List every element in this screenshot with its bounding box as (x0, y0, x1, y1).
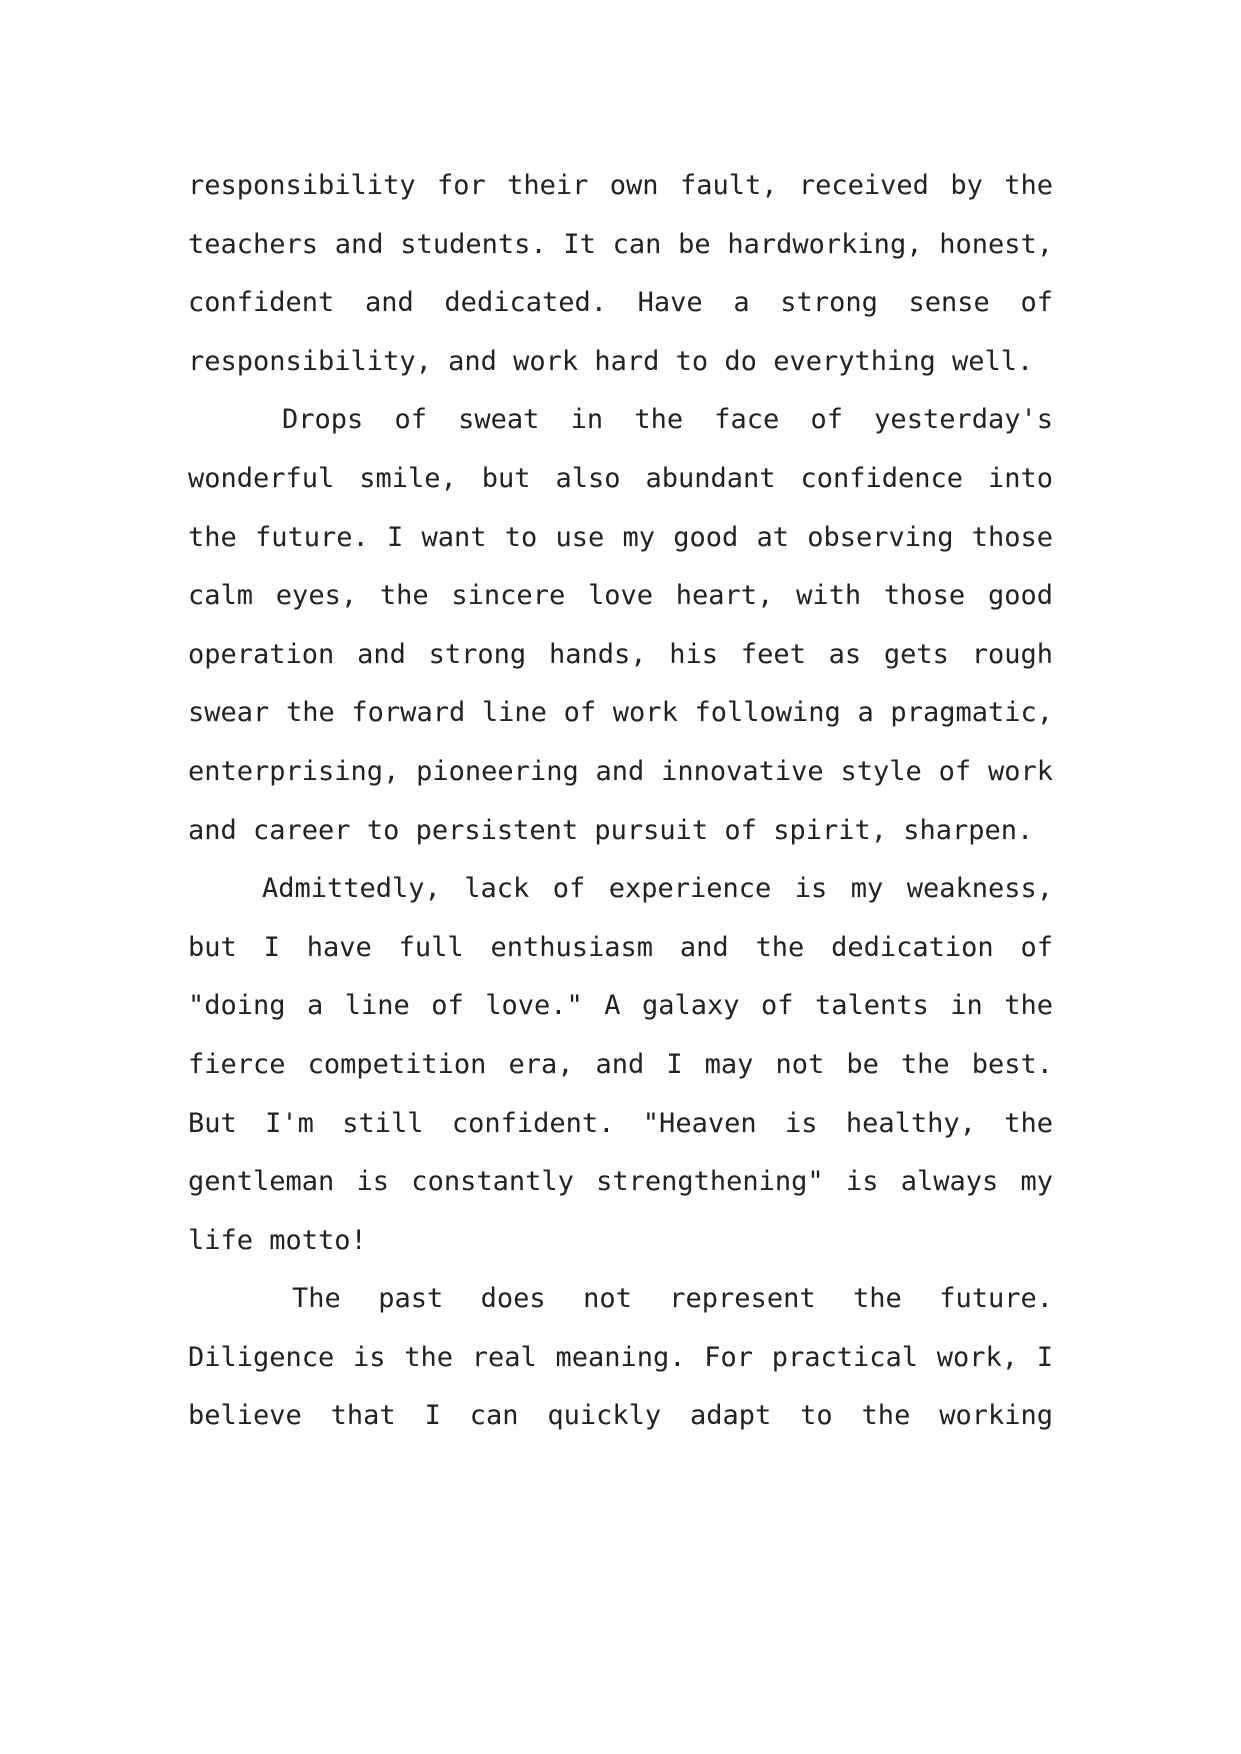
paragraph-3: Admittedly, lack of experience is my weakness, but I have full enthusiasm and the dedication of "doing a line of love." A galaxy of talents in the fierce competition era, and I may not be the best. But I'm still confident. "Heaven is healthy, the gentleman is constantly strengthening" is always my life motto! (188, 873, 1053, 1256)
paragraph-2: Drops of sweat in the face of yesterday's wonderful smile, but also abundant confidence into the future. I want to use my good at observing those calm eyes, the sincere love heart, with those good operation and strong hands, his feet as gets rough swear the forward line of work following a pragmatic, enterprising, pioneering and innovative style of work and career to persistent pursuit of spirit, sharpen. (188, 404, 1053, 846)
paragraph-4: The past does not represent the future. Diligence is the real meaning. For practical work, I believe that I can quickly adapt to the working (188, 1283, 1053, 1432)
body-text (188, 157, 1053, 1446)
paragraph-1: responsibility for their own fault, received by the teachers and students. It can be hardworking, honest, confident and dedicated. Have a strong sense of responsibility, and work hard to do everything well. (188, 170, 1053, 377)
